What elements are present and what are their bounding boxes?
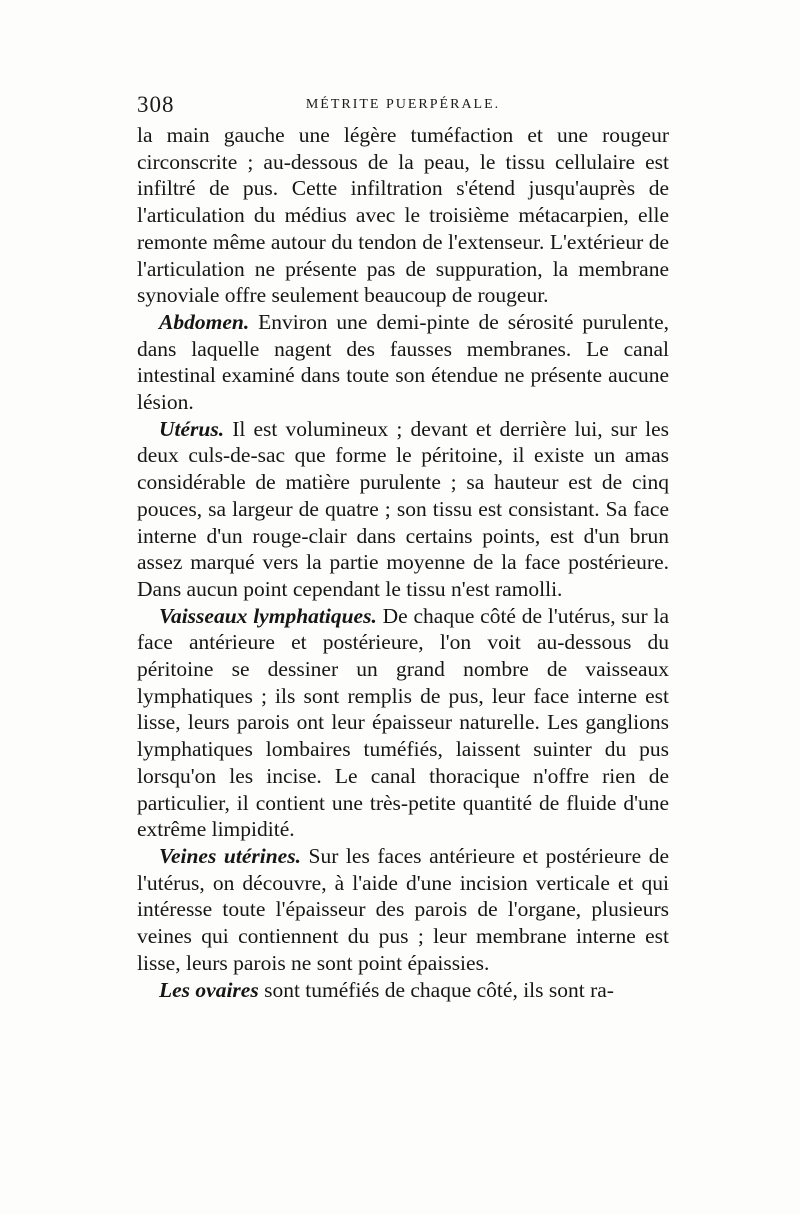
- running-title: MÉTRITE PUERPÉRALE.: [305, 97, 501, 112]
- paragraph-text: la main gauche une légère tuméfaction et une rougeur circonscrite ; au-dessous de la peau, le tissu cellulaire est infiltré de pus. Cette infiltration s'étend jusqu'auprès de l'articulation du médius avec le troisième métacarpien, elle remonte même autour du tendon de l'extenseur. L'extérieur de l'articulation ne présente pas de suppuration, la membrane synoviale offre seulement beaucoup de rougeur.: [137, 123, 669, 308]
- paragraph-uterus: [137, 416, 669, 603]
- paragraph-lead: Vaisseaux lymphatiques.: [159, 603, 377, 628]
- paragraph-abdomen: [137, 309, 669, 416]
- paragraph-lead: Les ovaires: [159, 977, 259, 1002]
- paragraph-text: De chaque côté de l'utérus, sur la face antérieure et postérieure, l'on voit au-dessous du péritoine se dessiner un grand nombre de vaisseaux lymphatiques ; ils sont remplis de pus, leur face interne est lisse, leurs parois ont leur épaisseur naturelle. Les ganglions lymphatiques lombaires tuméfiés, laissent suinter du pus lorsqu'on les incise. Le canal thoracique n'offre rien de particulier, il contient une très-petite quantité de fluide d'une extrême limpidité.: [137, 603, 669, 842]
- paragraph-text: Environ une demi-pinte de sérosité purulente, dans laquelle nagent des fausses membranes. Le canal intestinal examiné dans toute son étendue ne présente aucune lésion.: [137, 309, 669, 415]
- page-header: [137, 92, 669, 122]
- paragraph-lymphatic-vessels: [137, 603, 669, 843]
- body-text: [137, 122, 669, 1003]
- paragraph-continuation: [137, 122, 669, 309]
- paragraph-text: Sur les faces antérieure et postérieure de l'utérus, on découvre, à l'aide d'une incision verticale et qui intéresse toute l'épaisseur des parois de l'organe, plusieurs veines qui contiennent du pus ; leur membrane interne est lisse, leurs parois ne sont point épaissies.: [137, 843, 669, 975]
- page-number: 308: [137, 92, 175, 117]
- paragraph-uterine-veins: [137, 843, 669, 977]
- paragraph-lead: Veines utérines.: [159, 843, 301, 868]
- paragraph-lead: Abdomen.: [159, 309, 250, 334]
- paragraph-ovaries: [137, 977, 669, 1004]
- paragraph-text: sont tuméfiés de chaque côté, ils sont ra-: [258, 977, 614, 1002]
- paragraph-lead: Utérus.: [159, 416, 225, 441]
- paragraph-text: Il est volumineux ; devant et derrière lui, sur les deux culs-de-sac que forme le péritoine, il existe un amas considérable de matière purulente ; sa hauteur est de cinq pouces, sa largeur de quatre ; son tissu est consistant. Sa face interne d'un rouge-clair dans certains points, est d'un brun assez marqué vers la partie moyenne de la face postérieure. Dans aucun point cependant le tissu n'est ramolli.: [137, 416, 669, 601]
